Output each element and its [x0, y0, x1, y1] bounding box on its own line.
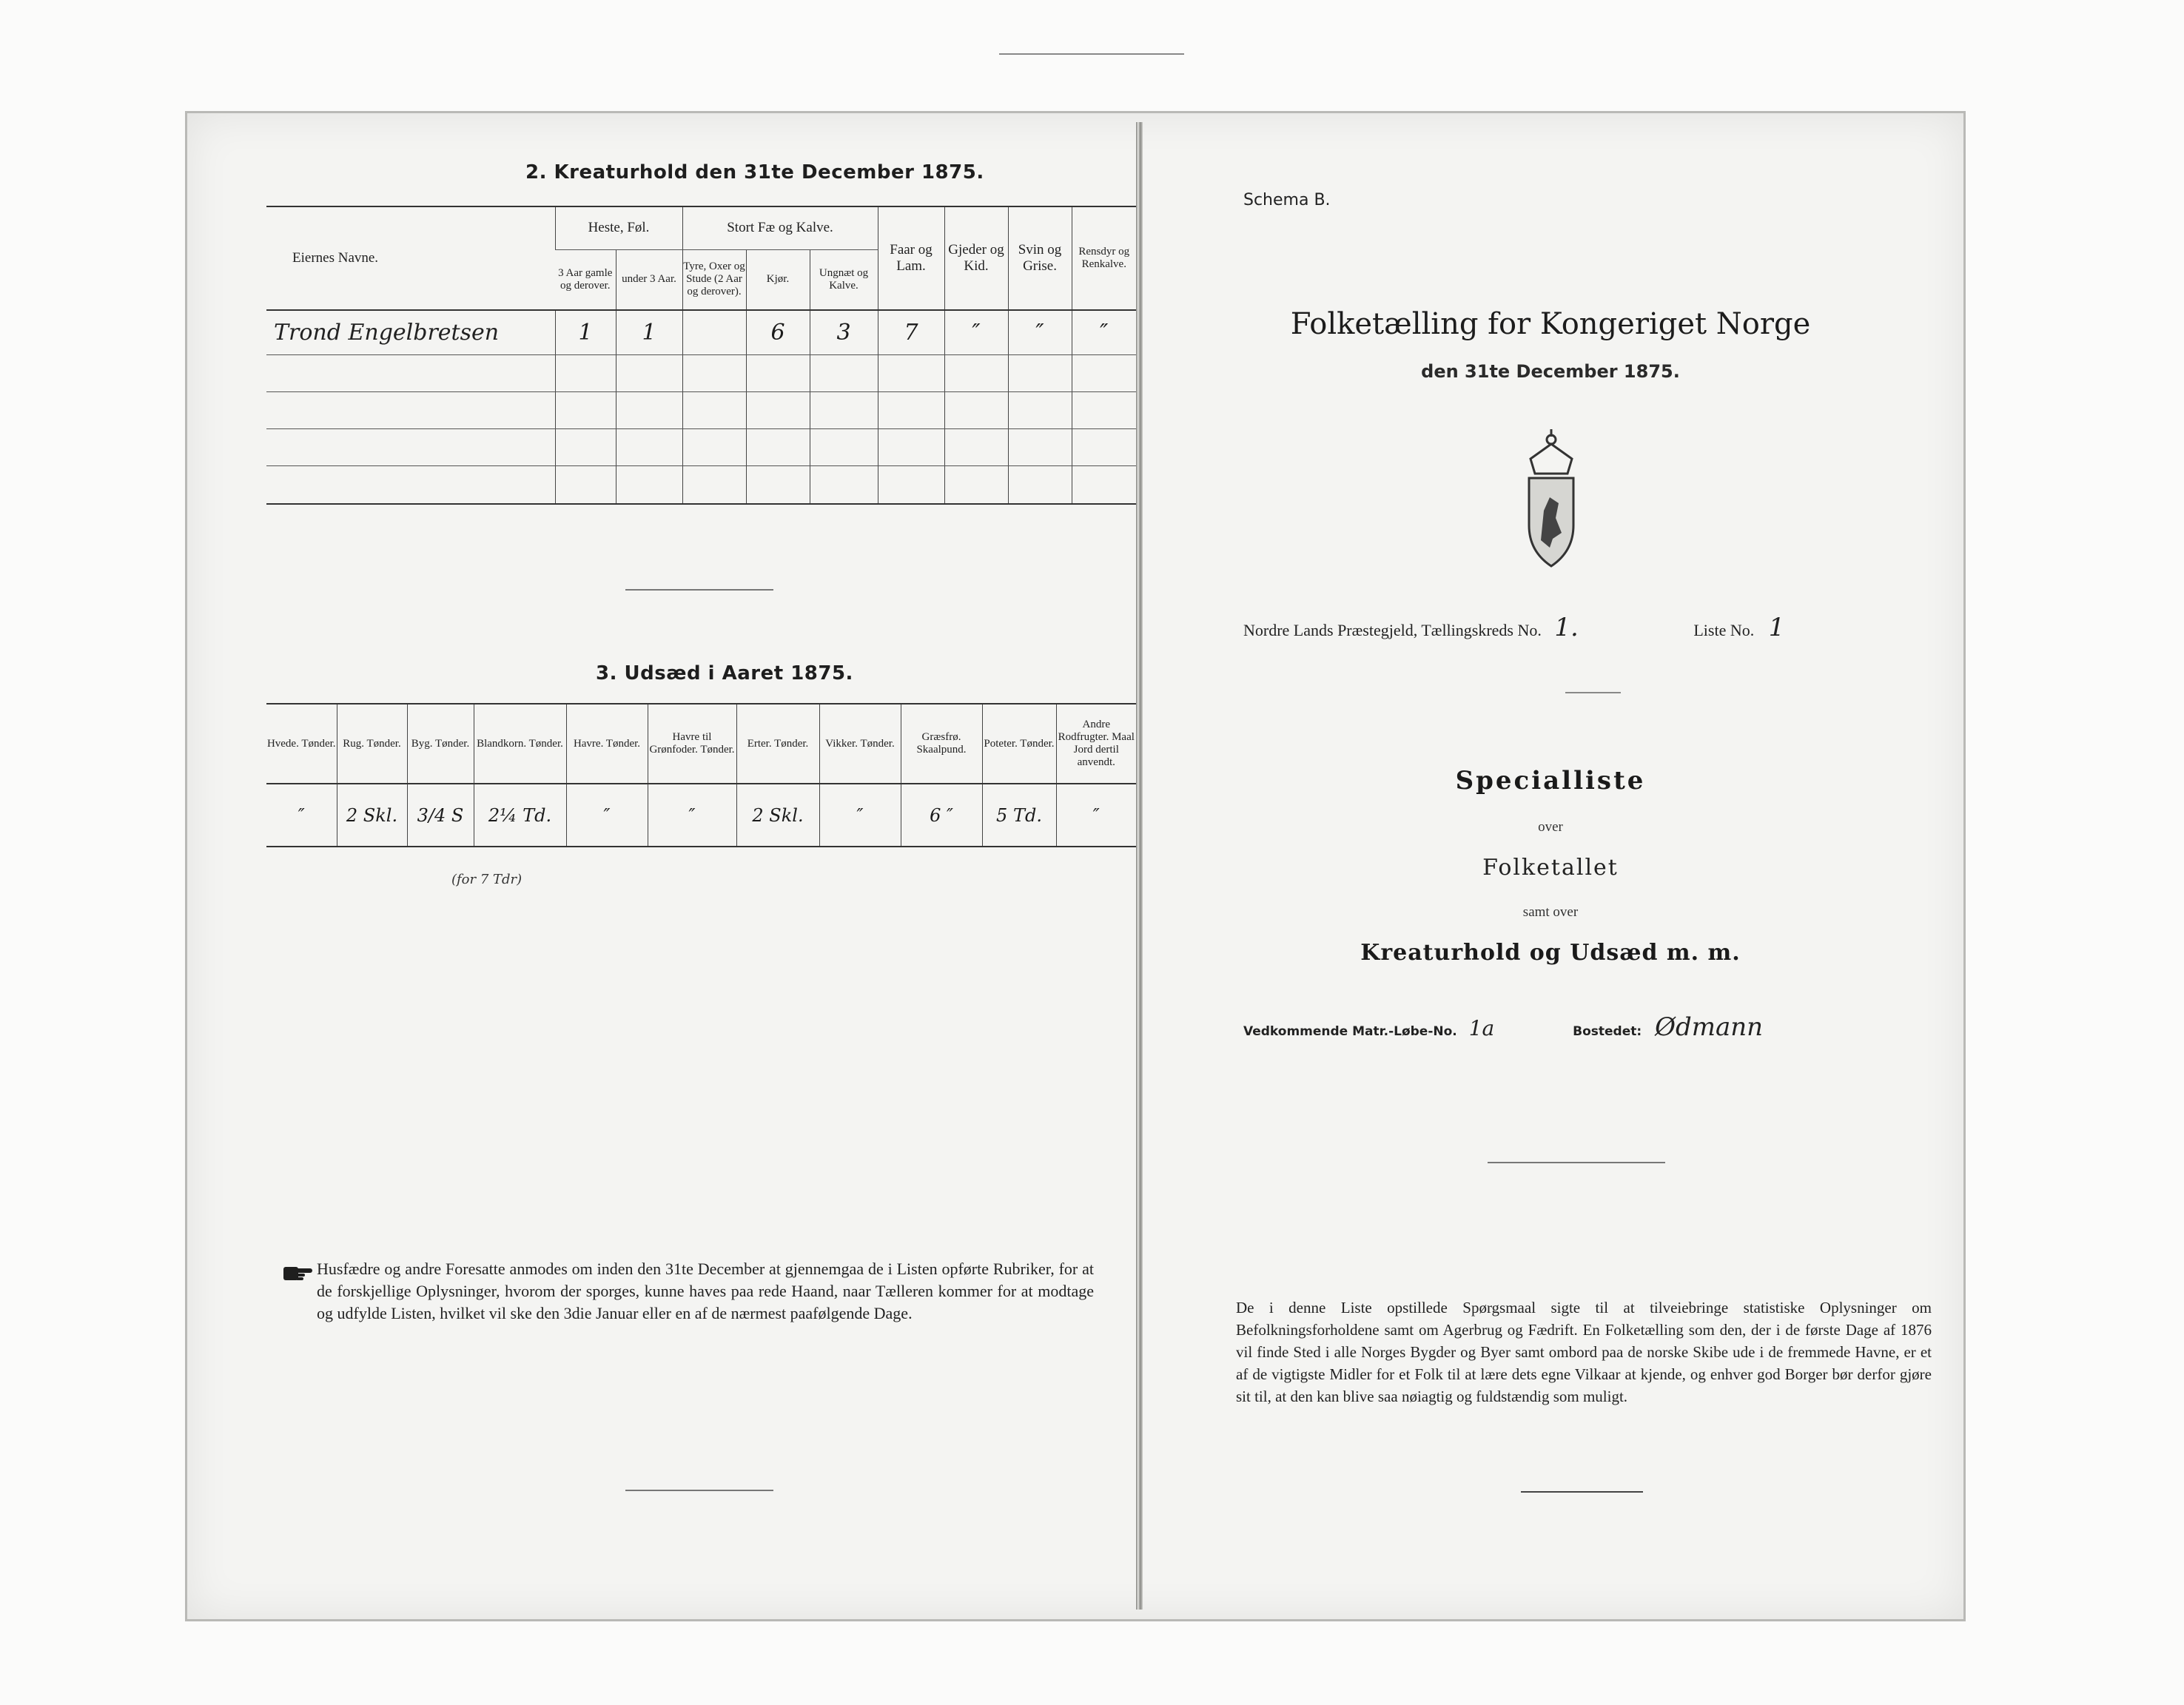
table-row: [266, 465, 1136, 504]
wheat-value: ″: [298, 804, 305, 826]
header-wheat: Hvede. Tønder.: [266, 704, 337, 784]
owner-name: Trond Engelbretsen: [266, 310, 555, 354]
bulls-value: [682, 310, 746, 354]
table-row: [266, 784, 1136, 847]
divider-rule: [625, 589, 773, 591]
header-reindeer: Rensdyr og Renkalve.: [1072, 206, 1136, 310]
coat-of-arms-icon: [1516, 429, 1587, 570]
kreaturhold-title: Kreaturhold og Udsæd m. m.: [1360, 940, 1741, 966]
sowing-table: [266, 703, 1136, 847]
folketallet-title: Folketallet: [1482, 855, 1619, 881]
pointing-hand-icon: [283, 1262, 314, 1283]
table-row: [266, 354, 1136, 391]
header-vetch: Vikker. Tønder.: [819, 704, 901, 784]
liste-label: Liste No.: [1693, 621, 1755, 639]
rye-value: 2 Skl.: [337, 784, 407, 847]
handwritten-note: (for 7 Tdr): [451, 872, 523, 887]
instructions-notice: Husfædre og andre Foresatte anmodes om inden den 31te December at gjennemgaa de i Listen opførte Rubriker, for at de forskjellige Oplysninger, hvorom der sporges, kunne haves paa rede Haand, naar Tælleren kommer for at modtage og udfylde Listen, hvilket vil ske den 3die Januar eller en af de nærmest paafølgende Dage.: [317, 1260, 1094, 1322]
document-date: den 31te December 1875.: [1421, 361, 1680, 382]
right-divider: [1488, 1162, 1665, 1163]
header-cattle: Stort Fæ og Kalve.: [682, 206, 878, 249]
header-horses: Heste, Føl.: [555, 206, 682, 249]
vetch-value: ″: [819, 784, 901, 847]
parish-label: Nordre Lands Præstegjeld, Tællingskreds No.: [1243, 621, 1542, 639]
horse-old-value: 1: [555, 310, 616, 354]
header-other-roots: Andre Rodfrugter. Maal Jord dertil anvendt.: [1056, 704, 1136, 784]
header-oats: Havre. Tønder.: [566, 704, 648, 784]
header-pigs: Svin og Grise.: [1008, 206, 1072, 310]
header-horse-young: under 3 Aar.: [616, 249, 682, 310]
table-row: [266, 310, 1136, 354]
header-mixed-grain: Blandkorn. Tønder.: [474, 704, 566, 784]
top-rule: [999, 53, 1184, 55]
book-spine: [1138, 122, 1143, 1610]
young-value: 3: [810, 310, 878, 354]
header-horse-old: 3 Aar gamle og derover.: [555, 249, 616, 310]
mixed-grain-value: 2¼ Td.: [474, 784, 566, 847]
short-divider: [1565, 692, 1621, 693]
samt-over-text: samt over: [1522, 904, 1579, 920]
header-owner: Eiernes Navne.: [266, 206, 555, 310]
peas-value: 2 Skl.: [736, 784, 819, 847]
over-text: over: [1538, 819, 1563, 835]
bosted-label: Bostedet:: [1573, 1024, 1642, 1039]
matr-line: [1243, 1012, 1763, 1042]
header-sheep: Faar og Lam.: [878, 206, 944, 310]
matr-number: 1a: [1468, 1016, 1495, 1040]
sowing-header-row: [266, 704, 1136, 784]
header-bulls: Tyre, Oxer og Stude (2 Aar og derover).: [682, 249, 746, 310]
header-peas: Erter. Tønder.: [736, 704, 819, 784]
barley-value: 3/4 S: [407, 784, 474, 847]
header-cows: Kjør.: [746, 249, 810, 310]
header-young: Ungnæt og Kalve.: [810, 249, 878, 310]
sheep-value: 7: [878, 310, 944, 354]
table-row: [266, 391, 1136, 428]
parish-line: [1243, 613, 1784, 642]
end-rule: [1521, 1491, 1643, 1493]
table-row: [266, 428, 1136, 465]
cows-value: 6: [746, 310, 810, 354]
bottom-divider: [625, 1490, 773, 1491]
grass-seed-value: 6 ″: [901, 784, 982, 847]
specialliste-title: Specialliste: [1455, 766, 1646, 796]
header-goats: Gjeder og Kid.: [944, 206, 1008, 310]
liste-number: 1: [1768, 613, 1785, 642]
horse-young-value: 1: [616, 310, 682, 354]
header-rye: Rug. Tønder.: [337, 704, 407, 784]
header-potatoes: Poteter. Tønder.: [982, 704, 1056, 784]
pigs-value: ″: [1008, 310, 1072, 354]
potatoes-value: 5 Td.: [982, 784, 1056, 847]
header-grass-seed: Græsfrø. Skaalpund.: [901, 704, 982, 784]
section2-title: 2. Kreaturhold den 31te December 1875.: [525, 161, 984, 184]
tellingskreds-number: 1.: [1554, 613, 1579, 642]
schema-label: Schema B.: [1243, 191, 1331, 209]
header-oats-fodder: Havre til Grønfoder. Tønder.: [648, 704, 736, 784]
section3-title: 3. Udsæd i Aaret 1875.: [596, 662, 853, 685]
goats-value: ″: [944, 310, 1008, 354]
matr-label: Vedkommende Matr.-Løbe-No.: [1243, 1024, 1457, 1039]
other-roots-value: ″: [1056, 784, 1136, 847]
explanation-paragraph: De i denne Liste opstillede Spørgsmaal sigte til at tilveiebringe statistiske Oplysninger om Befolkningsforholdene samt om Agerbrug og Fædrift. En Folketælling som den, der i de første Dage af 1876 vil finde Sted i alle Norges Bygder og Byer samt ombord paa de norske Skibe ude i de fremmede Havne, er et af de vigtigste Midler for et Folk til at lære dets egne Vilkaar at kjende, og enhver god Borger bør derfor gjøre sit til, at den kan blive saa nøiagtig og fuldstændig som muligt.: [1236, 1299, 1932, 1405]
oats-fodder-value: ″: [648, 784, 736, 847]
header-barley: Byg. Tønder.: [407, 704, 474, 784]
livestock-table: [266, 206, 1136, 505]
reindeer-value: ″: [1072, 310, 1136, 354]
document-title: Folketælling for Kongeriget Norge: [1290, 307, 1811, 341]
bosted-value: Ødmann: [1655, 1012, 1764, 1042]
oats-value: ″: [566, 784, 648, 847]
